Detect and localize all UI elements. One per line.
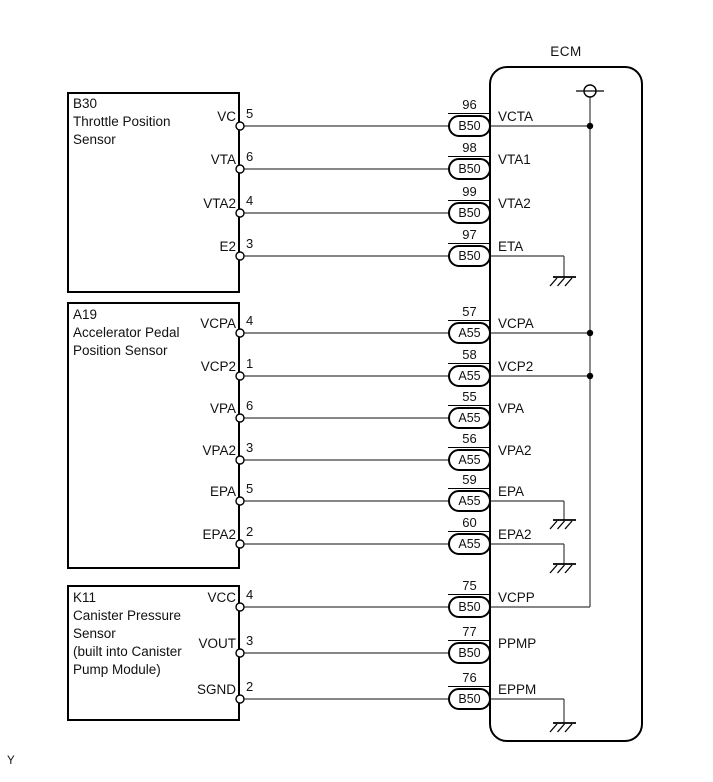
ecm-connector-badge: A55 <box>448 365 491 387</box>
ecm-signal-label: PPMP <box>498 636 537 651</box>
sensor-pin-number: 3 <box>246 633 254 648</box>
pin-terminal-icon <box>236 603 244 611</box>
ecm-connector-badge: A55 <box>448 322 491 344</box>
junction-dot <box>587 330 593 336</box>
ecm-signal-label: VCP2 <box>498 359 534 374</box>
ecm-connector-badge: A55 <box>448 449 491 471</box>
ecm-connector-badge: B50 <box>448 202 491 224</box>
ecm-signal-label: VPA <box>498 401 525 416</box>
ecm-connector-badge: B50 <box>448 158 491 180</box>
sensor-box-name-line: Pump Module) <box>73 662 161 677</box>
sensor-box-name-line: Sensor <box>73 132 116 147</box>
sensor-box-name-line: Position Sensor <box>73 343 168 358</box>
pin-terminal-icon <box>236 252 244 260</box>
ecm-signal-label: EPA2 <box>498 527 532 542</box>
ecm-connector-badge: B50 <box>448 245 491 267</box>
sensor-box-name-line: Throttle Position <box>73 114 171 129</box>
ecm-terminal-number: 98 <box>448 141 491 157</box>
ecm-terminal-number: 60 <box>448 516 491 532</box>
pin-terminal-icon <box>236 122 244 130</box>
ecm-signal-label: EPPM <box>498 682 537 697</box>
sensor-pin-label: VPA2 <box>202 443 236 458</box>
sensor-box-name-line: Sensor <box>73 626 116 641</box>
wires <box>244 126 450 699</box>
sensor-box-name-line: Accelerator Pedal <box>73 325 180 340</box>
ecm-terminal-number: 58 <box>448 348 491 364</box>
ecm-connector-badge: B50 <box>448 688 491 710</box>
sensor-pin-number: 6 <box>246 398 254 413</box>
sensor-pin-number: 4 <box>246 193 254 208</box>
ground-icon <box>550 564 576 573</box>
sensor-pin-terminals <box>236 122 244 703</box>
ecm-terminal-number: 56 <box>448 432 491 448</box>
sensor-pin-label: VCP2 <box>200 359 236 374</box>
ecm-signal-label: VTA1 <box>498 152 531 167</box>
sensor-box-code: B30 <box>73 96 98 111</box>
pin-terminal-icon <box>236 456 244 464</box>
pin-terminal-icon <box>236 165 244 173</box>
sensor-pin-number: 5 <box>246 481 254 496</box>
sensor-pin-label: VTA <box>210 152 236 167</box>
ecm-signal-label: VCTA <box>498 109 534 124</box>
sensor-pin-label: VOUT <box>198 636 236 651</box>
pin-terminal-icon <box>236 540 244 548</box>
ecm-signal-label: EPA <box>498 484 525 499</box>
ground-icon <box>550 277 576 286</box>
sensor-pin-number: 3 <box>246 440 254 455</box>
sensor-box-name-line: (built into Canister <box>73 644 182 659</box>
ground-icon <box>550 723 576 732</box>
ecm-connector-badge: A55 <box>448 533 491 555</box>
ecm-terminal-number: 76 <box>448 671 491 687</box>
sensor-box-code: K11 <box>73 590 97 605</box>
ecm-label: ECM <box>550 44 582 59</box>
sensor-pin-label: VC <box>217 109 236 124</box>
sensor-pin-number: 1 <box>246 356 254 371</box>
sensor-pin-number: 3 <box>246 236 254 251</box>
ecm-connector-badge: B50 <box>448 642 491 664</box>
junction-dot <box>587 373 593 379</box>
ecm-connector-badge: B50 <box>448 115 491 137</box>
ecm-signal-label: VCPA <box>498 316 534 331</box>
sensor-pin-label: VTA2 <box>203 196 236 211</box>
pin-terminal-icon <box>236 649 244 657</box>
pin-terminal-icon <box>236 329 244 337</box>
sensor-box-code: A19 <box>73 307 98 322</box>
sensor-pin-label: E2 <box>219 239 236 254</box>
page-corner-mark: Y <box>7 755 15 767</box>
pin-terminal-icon <box>236 695 244 703</box>
junction-dot <box>587 123 593 129</box>
ecm-signal-label: VTA2 <box>498 196 531 211</box>
pin-terminal-icon <box>236 209 244 217</box>
ecm-signal-label: VPA2 <box>498 443 532 458</box>
ecm-signal-label: ETA <box>498 239 524 254</box>
power-supply-icon <box>576 85 604 97</box>
ecm-connector-badge: A55 <box>448 407 491 429</box>
sensor-pin-number: 5 <box>246 106 254 121</box>
ecm-terminal-number: 77 <box>448 625 491 641</box>
ecm-terminal-number: 96 <box>448 98 491 114</box>
pin-terminal-icon <box>236 414 244 422</box>
ground-icon <box>550 520 576 529</box>
ecm-terminal-number: 75 <box>448 579 491 595</box>
sensor-pin-number: 2 <box>246 524 254 539</box>
sensor-box-name-line: Canister Pressure <box>73 608 182 623</box>
sensor-pin-label: VCC <box>207 590 236 605</box>
ecm-connector-badge: B50 <box>448 596 491 618</box>
ecm-terminal-number: 99 <box>448 185 491 201</box>
ecm-terminal-number: 59 <box>448 473 491 489</box>
pin-terminal-icon <box>236 372 244 380</box>
ecm-terminal-number: 55 <box>448 390 491 406</box>
sensor-pin-label: VPA <box>209 401 236 416</box>
ecm-signal-label: VCPP <box>498 590 535 605</box>
sensor-pin-number: 4 <box>246 313 254 328</box>
sensor-pin-number: 2 <box>246 679 254 694</box>
sensor-pin-number: 6 <box>246 149 254 164</box>
sensor-pin-label: VCPA <box>200 316 236 331</box>
sensor-pin-label: EPA2 <box>202 527 236 542</box>
sensor-pin-number: 4 <box>246 587 254 602</box>
sensor-pin-label: EPA <box>209 484 236 499</box>
ecm-terminal-number: 97 <box>448 228 491 244</box>
ecm-terminal-number: 57 <box>448 305 491 321</box>
ecm-connector-badge: A55 <box>448 490 491 512</box>
sensor-pin-label: SGND <box>196 682 236 697</box>
pin-terminal-icon <box>236 497 244 505</box>
